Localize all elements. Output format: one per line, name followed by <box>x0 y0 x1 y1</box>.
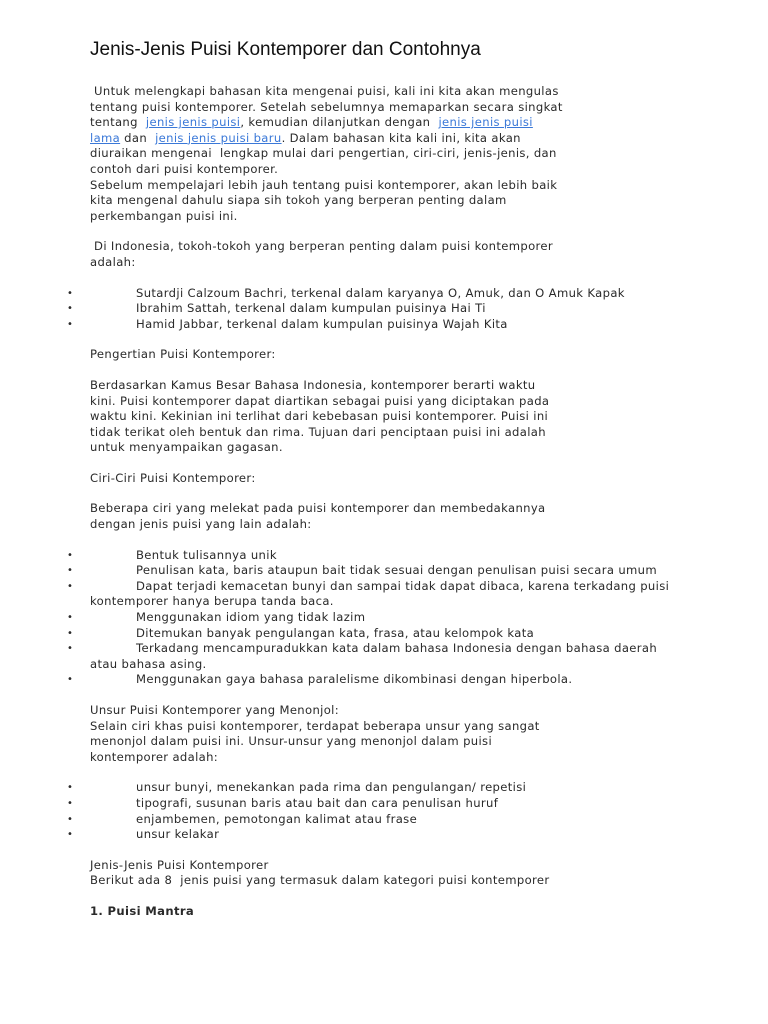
text-span: tentang <box>90 115 142 130</box>
list-item <box>67 578 675 610</box>
tokoh-list <box>67 285 675 333</box>
list-item-text: enjambemen, pemotongan kalimat atau frase <box>136 811 418 826</box>
list-item <box>67 780 675 796</box>
text-line: Untuk melengkapi bahasan kita mengenai puisi, kali ini kita akan mengulas <box>90 84 559 98</box>
text-line: Berdasarkan Kamus Besar Bahasa Indonesia, kontemporer berarti waktu <box>90 377 536 392</box>
bullet: • <box>67 627 74 639</box>
text-line: Di Indonesia, tokoh-tokoh yang berperan penting dalam puisi kontemporer <box>90 239 554 254</box>
text-line: kontemporer adalah: <box>90 749 219 764</box>
list-item <box>67 563 675 579</box>
section-heading: Pengertian Puisi Kontemporer: <box>90 347 276 362</box>
list-item <box>67 285 675 302</box>
list-item-text: Ibrahim Sattah, terkenal dalam kumpulan puisinya Hai Ti <box>136 301 486 316</box>
list-item <box>67 641 675 672</box>
unsur-paragraph <box>90 703 675 765</box>
bullet: • <box>67 813 74 825</box>
text-line: untuk menyampaikan gagasan. <box>90 440 283 455</box>
pengertian-paragraph <box>90 378 675 456</box>
text-line <box>90 131 675 147</box>
link-jenis-jenis-puisi-lama-cont[interactable]: lama <box>90 130 121 145</box>
list-item-text: Terkadang mencampuradukkan kata dalam bahasa Indonesia dengan bahasa daerah atau bahasa asing. <box>90 641 658 671</box>
list-item-text: Menggunakan idiom yang tidak lazim <box>136 610 366 625</box>
ciri-paragraph <box>90 501 675 532</box>
bullet: • <box>67 782 74 794</box>
list-item-text: Penulisan kata, baris ataupun bait tidak sesuai dengan penulisan puisi secara umum <box>136 563 658 578</box>
text-line: dengan jenis puisi yang lain adalah: <box>90 517 312 532</box>
text-line: menonjol dalam puisi ini. Unsur-unsur yang menonjol dalam puisi <box>90 734 493 749</box>
list-item-text: Ditemukan banyak pengulangan kata, frasa, atau kelompok kata <box>136 625 535 640</box>
text-line: contoh dari puisi kontemporer. <box>90 161 279 176</box>
list-item-text: Sutardji Calzoum Bachri, terkenal dalam karyanya O, Amuk, dan O Amuk Kapak <box>136 285 625 300</box>
ciri-list <box>67 547 675 688</box>
text-line: perkembangan puisi ini. <box>90 208 238 223</box>
text-line: tentang puisi kontemporer. Setelah sebelumnya memaparkan secara singkat <box>90 99 563 114</box>
section-heading: Ciri-Ciri Puisi Kontemporer: <box>90 470 256 485</box>
bullet: • <box>67 303 74 315</box>
text-line: diuraikan mengenai lengkap mulai dari pengertian, ciri-ciri, jenis-jenis, dan <box>90 146 557 161</box>
text-line: Sebelum mempelajari lebih jauh tentang puisi kontemporer, akan lebih baik <box>90 177 558 192</box>
list-item <box>67 301 675 317</box>
bullet: • <box>67 549 74 561</box>
list-item-text: Hamid Jabbar, terkenal dalam kumpulan puisinya Wajah Kita <box>136 316 508 331</box>
bullet: • <box>67 829 74 841</box>
list-item <box>67 811 675 828</box>
link-jenis-jenis-puisi-baru[interactable]: jenis jenis puisi baru <box>155 130 282 145</box>
text-line: Selain ciri khas puisi kontemporer, terdapat beberapa unsur yang sangat <box>90 718 540 733</box>
list-item-text: tipografi, susunan baris atau bait dan cara penulisan huruf <box>136 795 499 810</box>
text-line: kita mengenal dahulu siapa sih tokoh yang berperan penting dalam <box>90 193 507 208</box>
text-line: Berikut ada 8 jenis puisi yang termasuk dalam kategori puisi kontemporer <box>90 873 550 888</box>
document-body <box>67 84 675 920</box>
tokoh-paragraph <box>90 239 675 270</box>
bullet: • <box>67 318 74 330</box>
list-item-text: unsur kelakar <box>136 827 220 842</box>
bullet: • <box>67 580 74 592</box>
list-item <box>67 827 675 843</box>
text-span: . Dalam bahasan kita kali ini, kita akan <box>281 130 521 145</box>
bullet: • <box>67 674 74 686</box>
section-heading: Unsur Puisi Kontemporer yang Menonjol: <box>90 703 339 717</box>
list-item <box>67 795 675 812</box>
text-span: , kemudian dilanjutkan dengan <box>240 115 435 130</box>
intro-paragraph <box>90 84 675 224</box>
text-line: waktu kini. Kekinian ini terlihat dari kebebasan puisi kontemporer. Puisi ini <box>90 409 549 424</box>
bullet: • <box>67 643 74 655</box>
unsur-list <box>67 780 675 842</box>
bullet: • <box>67 612 74 624</box>
list-item-text: unsur bunyi, menekankan pada rima dan pengulangan/ repetisi <box>136 780 527 795</box>
section-heading: Jenis-Jenis Puisi Kontemporer <box>90 857 269 872</box>
text-line: adalah: <box>90 254 136 269</box>
bullet: • <box>67 565 74 577</box>
text-line: kini. Puisi kontemporer dapat diartikan sebagai puisi yang diciptakan pada <box>90 393 550 408</box>
link-jenis-jenis-puisi[interactable]: jenis jenis puisi <box>145 115 241 130</box>
list-item <box>67 316 675 333</box>
bullet: • <box>67 797 74 809</box>
bullet: • <box>67 287 74 299</box>
text-line <box>90 115 675 131</box>
list-item-text: Dapat terjadi kemacetan bunyi dan sampai tidak dapat dibaca, karena terkadang puisi kontemporer hanya berupa tanda baca. <box>90 578 670 609</box>
jenis-paragraph <box>90 858 675 889</box>
list-item <box>67 610 675 626</box>
text-line: Beberapa ciri yang melekat pada puisi kontemporer dan membedakannya <box>90 501 546 516</box>
list-item-text: Menggunakan gaya bahasa paralelisme dikombinasi dengan hiperbola. <box>136 672 573 687</box>
list-item <box>67 672 675 688</box>
text-span: dan <box>120 130 152 145</box>
subsection-heading: 1. Puisi Mantra <box>90 903 195 918</box>
page-title: Jenis-Jenis Puisi Kontemporer dan Contohnya <box>90 39 481 60</box>
list-item-text: Bentuk tulisannya unik <box>136 547 277 562</box>
list-item <box>67 547 675 564</box>
link-jenis-jenis-puisi-lama[interactable]: jenis jenis puisi <box>438 115 533 130</box>
text-line: tidak terikat oleh bentuk dan rima. Tujuan dari penciptaan puisi ini adalah <box>90 424 546 439</box>
list-item <box>67 625 675 642</box>
